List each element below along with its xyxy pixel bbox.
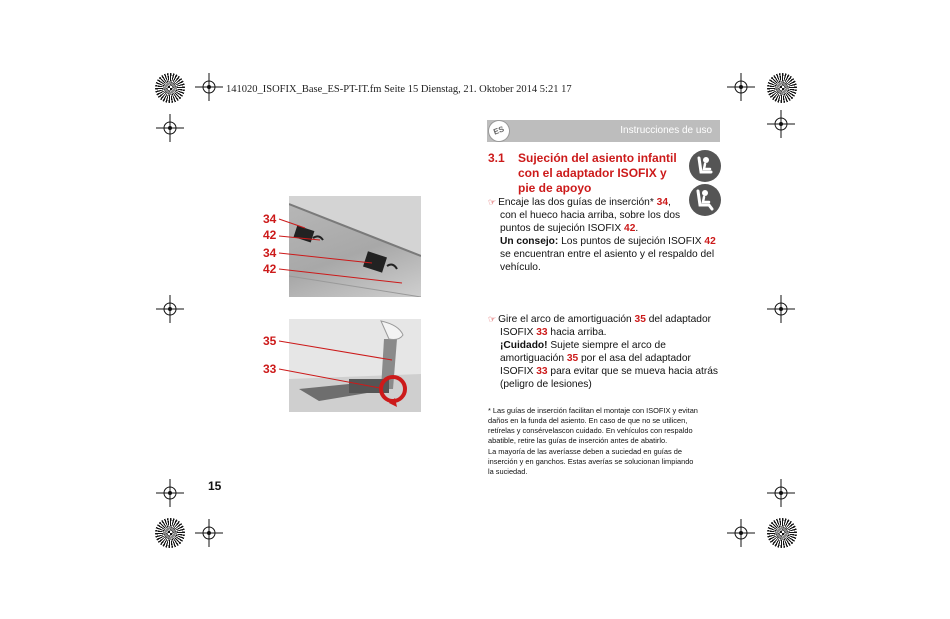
text: del adaptador [645,314,712,325]
isofix-points-photo [289,196,421,297]
footnote-line: abatible, retire las guías de inserción antes de abatirlo. [488,436,668,445]
ref-number: 42 [704,236,716,247]
section-title-line: pie de apoyo [518,181,592,195]
note-line: La mayoría de las averíasse deben a suciedad en guías de [488,447,682,456]
callout-label: 34 [263,246,277,260]
note-line: inserción y en ganchos. Estas averías se solucionan limpiando [488,457,694,466]
text: . [635,223,639,234]
text: puntos de sujeción ISOFIX [500,223,625,234]
tip-label: Un consejo: [500,236,559,247]
text: ISOFIX [500,327,537,338]
child-seat-icon [689,150,721,182]
text: (peligro de lesiones) [500,379,592,390]
step-2-paragraph [488,313,728,391]
section-number: 3.1 [488,151,505,165]
text: vehículo. [500,262,541,273]
note-line: la suciedad. [488,467,528,476]
footnote [488,406,728,446]
page-number: 15 [208,479,222,493]
ref-number: 35 [566,353,579,364]
callout-label: 33 [263,362,277,376]
text: amortiguación [500,353,567,364]
callout-label: 34 [263,212,277,226]
text: por el asa del adaptador [578,353,691,364]
text: Encaje las dos guías de inserción* [498,197,657,208]
file-info: 141020_ISOFIX_Base_ES-PT-IT.fm Seite 15 Dienstag, 21. Oktober 2014 5:21 17 [226,84,572,95]
text: Los puntos de sujeción ISOFIX [558,236,705,247]
footnote-line: retírelas y consérvelascon cuidado. En vehículos con respaldo [488,426,693,435]
ref-number: 35 [634,314,646,325]
text: ISOFIX [500,366,537,377]
language-badge: ES [485,117,513,145]
callout-label: 42 [263,262,277,276]
header-bar [487,120,720,142]
hand-pointer-icon: ☞ [488,197,497,207]
callout-label: 42 [263,228,277,242]
section-title [518,151,688,196]
footnote-line: daños en la funda del asiento. En caso de que no se utilicen, [488,416,688,425]
ref-number: 34 [656,197,668,208]
hand-pointer-icon: ☞ [488,314,497,324]
text: Sujete siempre el arco de [547,340,666,351]
step-1-paragraph [488,196,728,274]
ref-number: 42 [624,223,636,234]
warning-label: ¡Cuidado! [500,340,548,351]
text: para evitar que se mueva hacia atrás [547,366,719,377]
text: hacia arriba. [547,327,607,338]
section-title-line: con el adaptador ISOFIX y [518,166,667,180]
isofix-adapter-photo [289,319,421,412]
callout-label: 35 [263,334,277,348]
text: con el hueco hacia arriba, sobre los dos [500,210,681,221]
section-title-line: Sujeción del asiento infantil [518,151,677,165]
text: se encuentran entre el asiento y el respaldo del [500,249,715,260]
footnote-line: * Las guías de inserción facilitan el montaje con ISOFIX y evitan [488,406,698,415]
text: Gire el arco de amortiguación [498,314,635,325]
maintenance-note [488,447,728,477]
text: , [668,197,671,208]
ref-number: 33 [536,366,548,377]
header-title: Instrucciones de uso [620,125,712,136]
ref-number: 33 [536,327,548,338]
